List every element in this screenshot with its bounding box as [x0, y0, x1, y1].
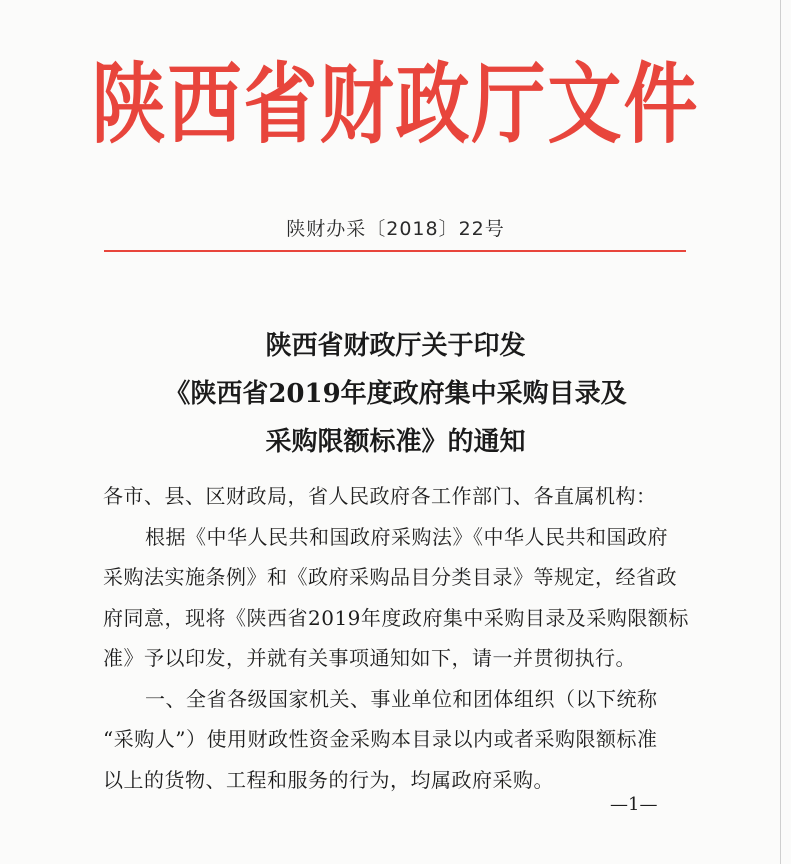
addressee-line: 各市、县、区财政局，省人民政府各工作部门、各直属机构： — [103, 484, 657, 508]
document-number: 陕财办采〔2018〕22号 — [286, 218, 505, 240]
body-line: 一、全省各级国家机关、事业单位和团体组织（以下统称 — [145, 686, 658, 711]
body-line: “采购人”）使用财政性资金采购本目录以内或者采购限额标准 — [103, 727, 658, 751]
body-line: 根据《中华人民共和国政府采购法》《中华人民共和国政府 — [145, 524, 668, 549]
body-line: 以上的货物、工程和服务的行为，均属政府采购。 — [103, 767, 554, 792]
body-line: 府同意，现将《陕西省2019年度政府集中采购目录及采购限额标 — [103, 605, 689, 630]
notice-title-line: 采购限额标准》的通知 — [265, 427, 526, 457]
notice-title-line: 《陕西省2019年度政府集中采购目录及 — [164, 379, 627, 409]
body-line: 准》予以印发，并就有关事项通知如下，请一并贯彻执行。 — [103, 646, 636, 670]
page-number: —1— — [610, 794, 658, 815]
body-line: 采购法实施条例》和《政府采购品目分类目录》等规定，经省政 — [103, 565, 677, 589]
notice-title-line: 陕西省财政厅关于印发 — [265, 331, 526, 361]
body-text — [103, 476, 693, 800]
red-divider-line — [104, 250, 686, 252]
red-header-title: 陕西省财政厅文件 — [91, 54, 700, 156]
notice-title — [0, 322, 791, 466]
